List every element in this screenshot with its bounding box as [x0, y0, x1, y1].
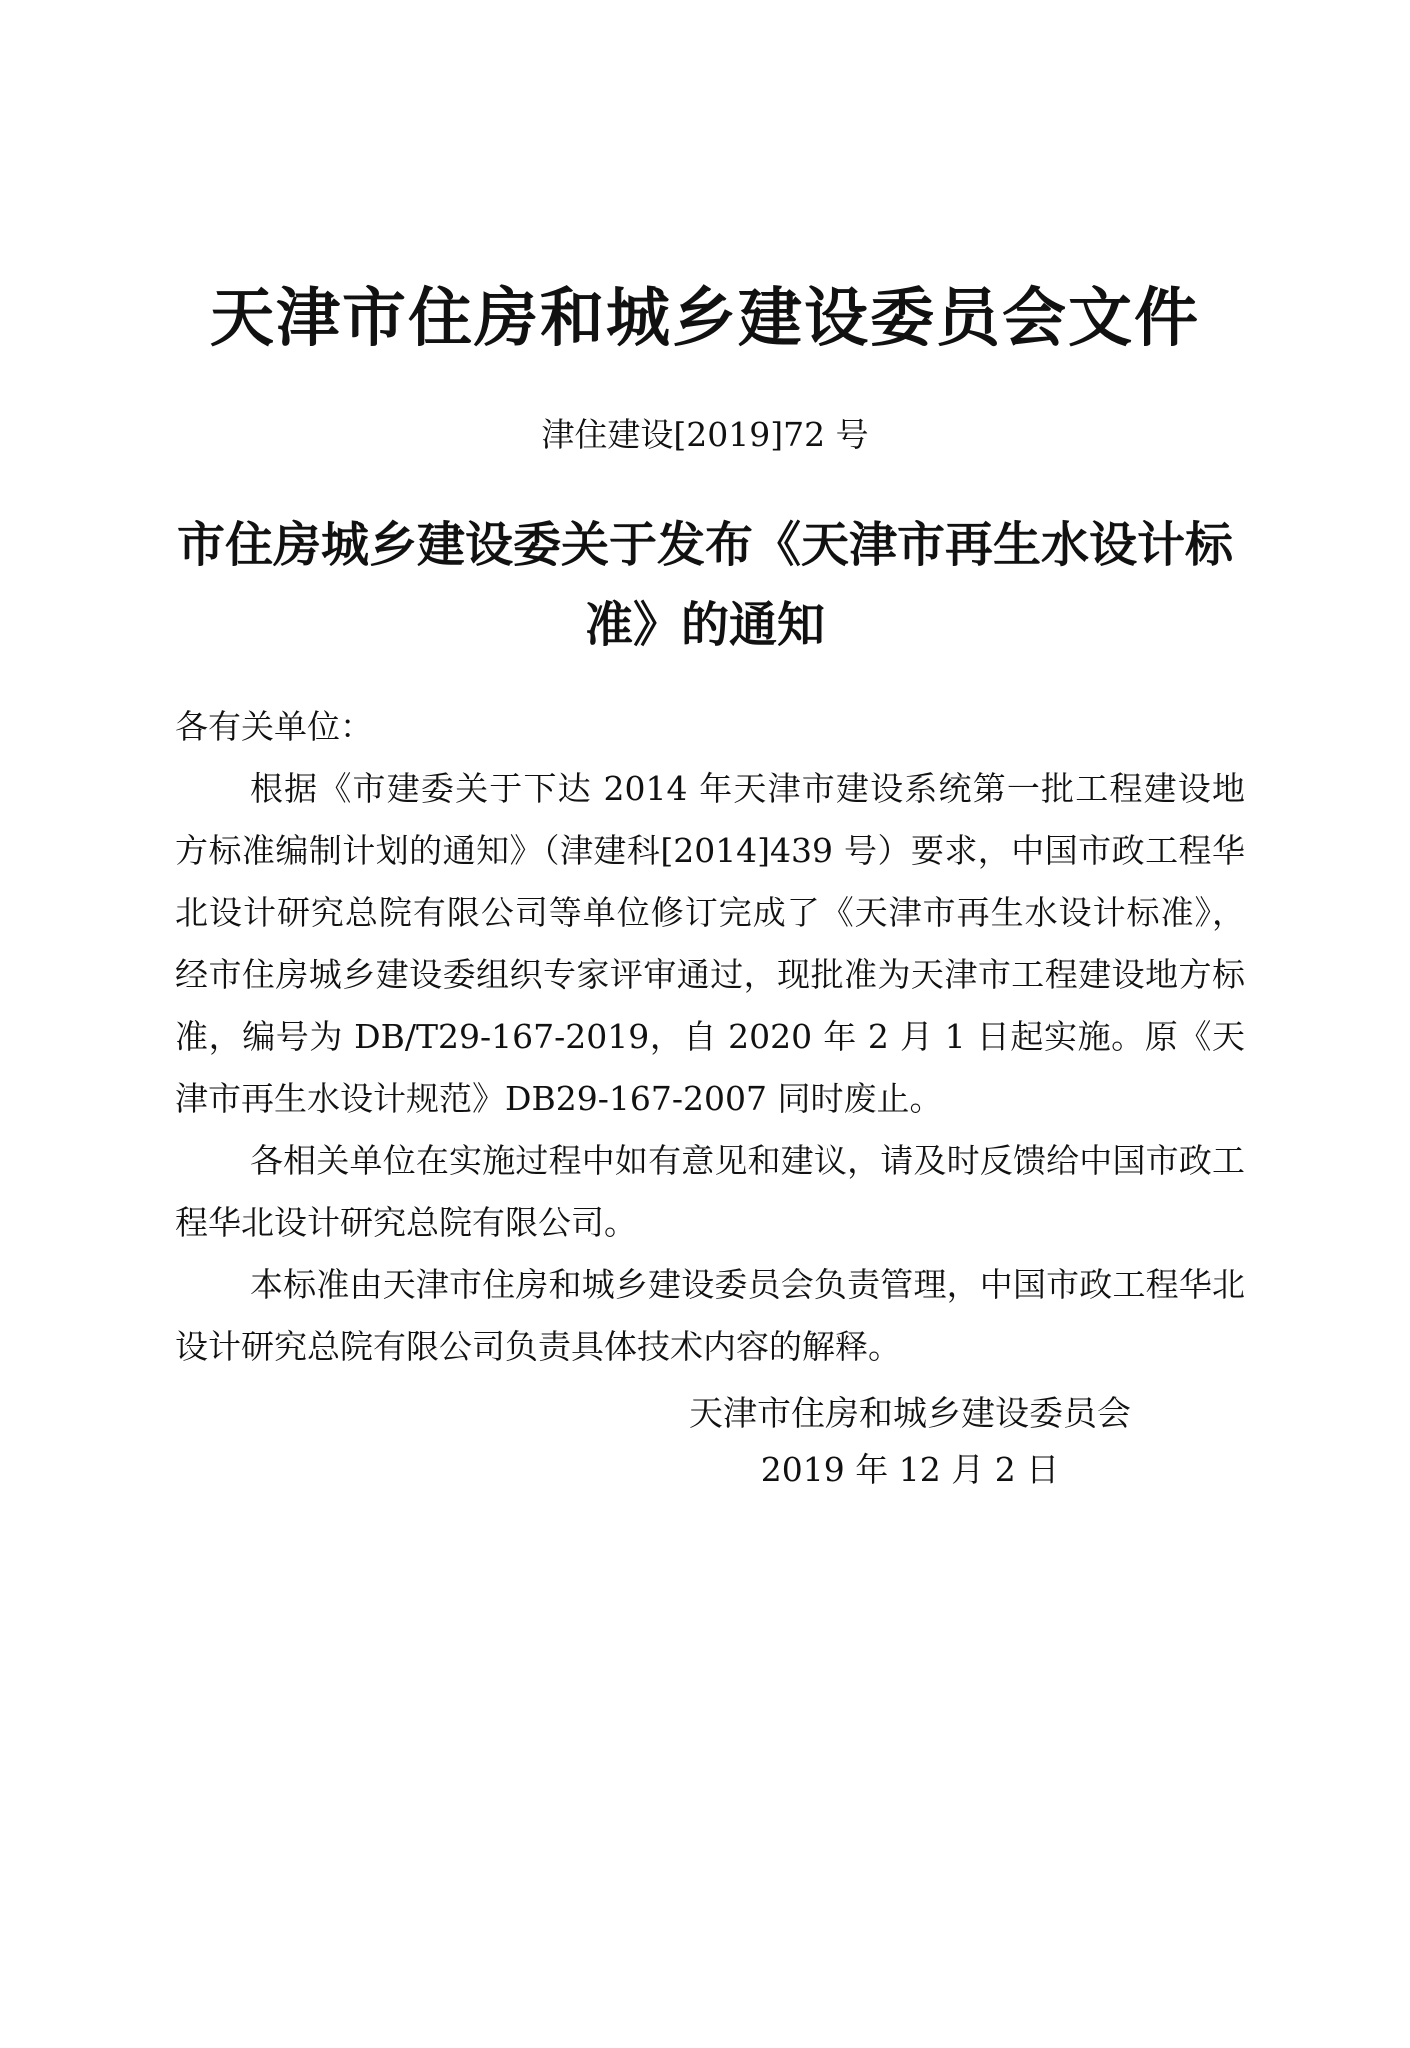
signature-date: 2019 年 12 月 2 日 [760, 1450, 1060, 1489]
document-number: 津住建设[2019]72 号 [541, 415, 869, 454]
document-header-title: 天津市住房和城乡建设委员会文件 [210, 281, 1200, 356]
body-paragraph-2: 各相关单位在实施过程中如有意见和建议，请及时反馈给中国市政工程华北设计研究总院有限公司。 [175, 1141, 1245, 1242]
body-paragraph-3: 本标准由天津市住房和城乡建设委员会负责管理，中国市政工程华北设计研究总院有限公司负责具体技术内容的解释。 [175, 1265, 1245, 1366]
notice-body [175, 696, 1245, 1378]
notice-title: 市住房城乡建设委关于发布《天津市再生水设计标准》的通知 [176, 517, 1233, 653]
salutation: 各有关单位： [175, 707, 373, 746]
signature-organization: 天津市住房和城乡建设委员会 [689, 1394, 1131, 1434]
body-paragraph-1: 根据《市建委关于下达 2014 年天津市建设系统第一批工程建设地方标准编制计划的通知》（津建科[2014]439 号）要求，中国市政工程华北设计研究总院有限公司等单位修订完成了《天津市再生水设计标准》，经市住房城乡建设委组织专家评审通过，现批准为天津市工程建设地方标准，编号为 DB/T29-167-2019，自 2020 年 2 月 1 日起实施。原《天津市再生水设计规范》DB29-167-2007 同时废止。 [175, 769, 1245, 1118]
